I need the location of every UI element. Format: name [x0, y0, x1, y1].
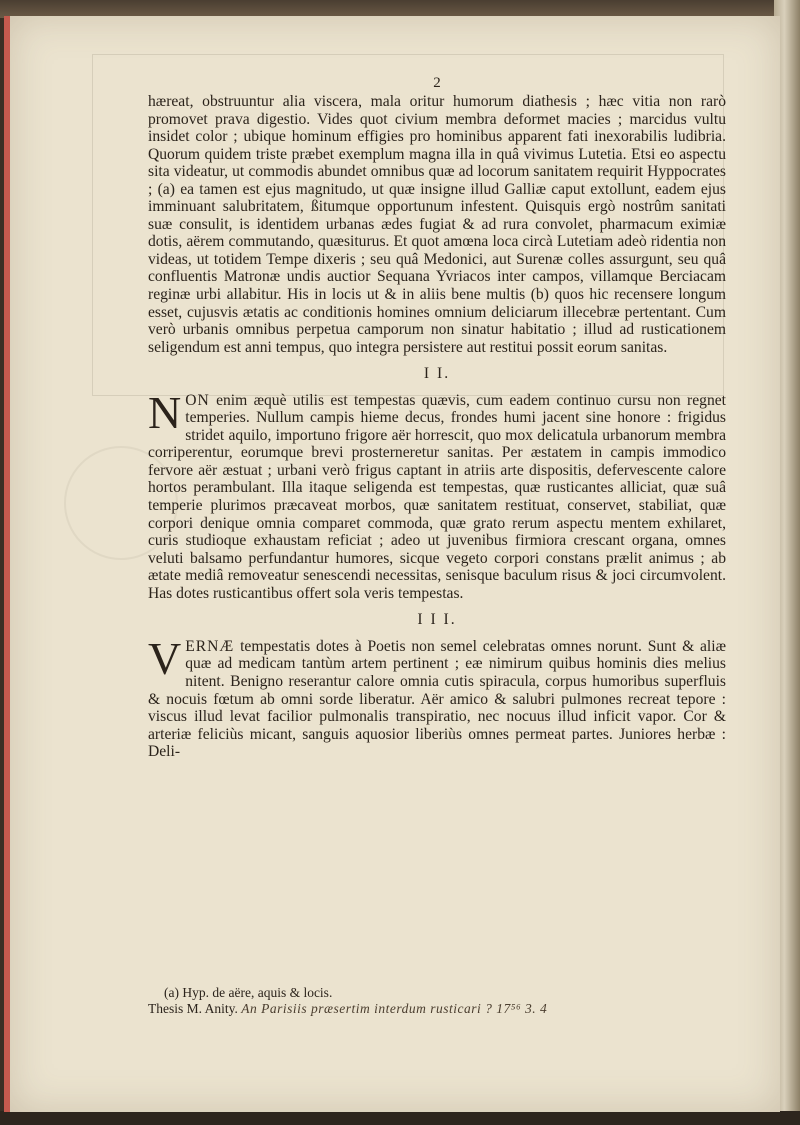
drop-cap-v: V	[148, 632, 182, 684]
page-text	[148, 75, 726, 761]
lead-word-3: ERNÆ	[185, 637, 235, 655]
thesis-line	[148, 1001, 758, 1017]
section-heading-2: I I.	[423, 365, 451, 383]
bottom-edge	[0, 1111, 800, 1125]
paragraph-1: hæreat, obstruuntur alia viscera, mala oritur humorum diathesis ; hæc vitia non rarò promovet prava digestio. Vides quot civium membra deformet macies ; marcidus vultu insidet color ; ubique hominum effigies pro hominibus apparent fati inexorabilis ludibria. Quorum quidem triste præbet exemplum magna illa in quâ vivimus Lutetia. Etsi eo aspectu sita videatur, ut commodis abundet omnibus quæ ad locorum sanitatem requirit Hyppocrates ; (a) ea tamen est ejus magnitudo, ut quæ insigne illud Galliæ caput extollunt, eadem ejus imminuant salubritatem, ßitumque opportunum infestent. Quisquis ergò nostrûm sanitati suæ consulit, is identidem urbanas ædes fugiat & ad rura convolet, pharmacum eximiæ dotis, aërem commutando, quæsiturus. Et quot amœna loca circà Lutetiam adeò ridentia non videas, ut totidem Tempe dixeris ; seu quâ Medonici, aut Surenæ colles assurgunt, seu quâ confluentis Matronæ undis auctior Sequana Yvriacos inter campos, villamque Berciacam reginæ urbi allabitur. His in locis ut & in aliis bene multis (b) quos hic recensere longum esset, cujusvis ætatis ac conditionis homines omnium deliciarum illecebræ pertentant. Cum verò urbanis omnibus perpetua camporum non sinatur habitatio ; illud ad rusticationem seligendum est anni tempus, quo integra persistere aut restitui possit eorum sanitas.	[148, 93, 726, 356]
paragraph-3	[148, 632, 726, 761]
paragraph-2-text: enim æquè utilis est tempestas quævis, cum eadem continuo cursu non regnet temperies. Nullum campis hieme decus, frondes humi jacent sine honore : frigidus stridet aquilo, importuno frigore aër horrescit, quo mox delicatula urbanorum membra corriperentur, eorumque brevi prosterneretur sanitas. Per æstatem in campis immodico fervore aër æstuat ; urbani verò frigus captant in atriis arte dispositis, defervescente calore hortos perambulant. Illa itaque seligenda est tempestas, quæ rusticantes alliciat, quæ suâ temperie plurimos præcaveat morbos, quæ sanitatem restituat, conservet, stabiliat, quæ corpori denique omnia comparet commoda, quæ grato rerum aspectu mentem exhilaret, curis studioque exhaustam reficiat ; adeo ut juvenibus firmiora crescant organa, omnes veluti balsamo perfundantur humores, sicque vegeto corpori constans prælit animus ; ab ætate mediâ removeatur senescendi necessitas, senisque baculum risus & joci circumvolent. Has dotes rusticantibus offert sola veris tempestas.	[148, 391, 726, 602]
section-heading-3: I I I.	[417, 611, 457, 629]
drop-cap-n: N	[148, 386, 182, 438]
thesis-label: Thesis M. Anity.	[148, 1001, 238, 1016]
paragraph-2	[148, 386, 726, 603]
paragraph-3-text: tempestatis dotes à Poetis non semel celebratas omnes norunt. Sunt & aliæ quæ ad medicam tantùm artem pertinent ; eæ nimirum quibus hominis dies melius nitent. Benigno reserantur calore omnia cutis spiracula, corpus humoribus superfluis & nocuis fœtum ab omni sorde liberatur. Aër amico & salubri pulmones recreat tepore : viscus illud levat facilior pulmonalis transpiratio, nec nocuus illud inficit vapor. Cor & arteriæ feliciùs micant, sanguis aquosior liberiùs omnes permeat partes. Juniores herbæ : Deli-	[148, 637, 726, 761]
page-number: 2	[433, 75, 441, 91]
footnote-a: (a) Hyp. de aëre, aquis & locis.	[164, 985, 333, 1000]
footnotes	[148, 985, 758, 1017]
lead-word-2: ON	[185, 391, 210, 409]
handwritten-annotation: An Parisiis præsertim interdum rusticari ? 17⁵⁶ 3. 4	[241, 1001, 548, 1016]
